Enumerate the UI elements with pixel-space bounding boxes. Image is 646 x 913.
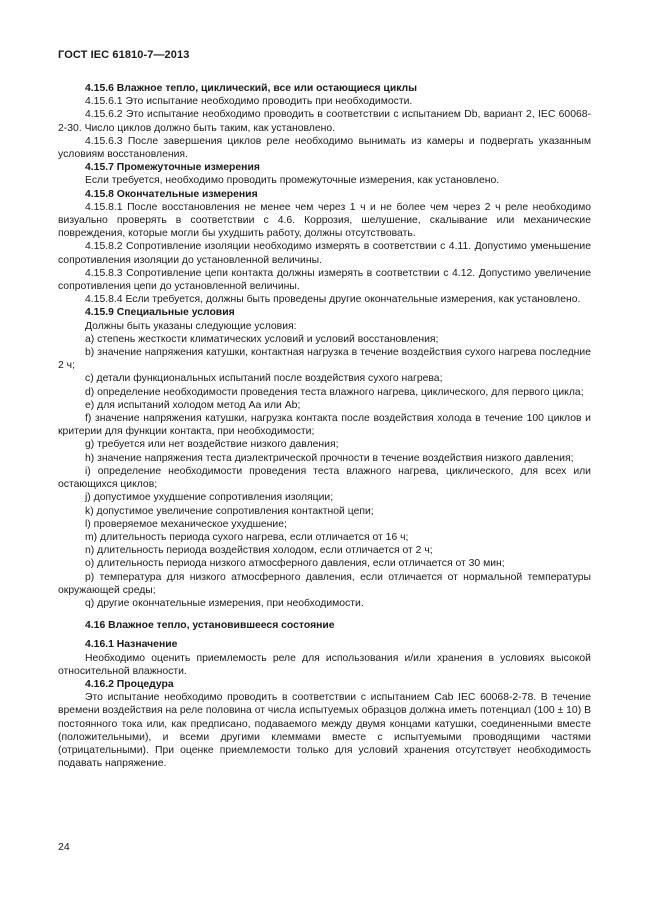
paragraph: Если требуется, необходимо проводить промежуточные измерения, как установлено. (85, 175, 500, 187)
paragraph: Это испытание необходимо проводить в соответствии с испытанием Cab IEC 60068-2-78. В течение времени воздействия на реле половина от числа испытуемых образцов должна иметь потенциал (100 ± 10) В постоянного тока или, как предписано, подаваемого между двумя концами катушки, соединенными вместе (положительными), и всеми другими клеммами вместе с испытуемыми проводящими частями (отрицательными). При оценке приемлемости только для условий хранения отсутствует необходимость подавать напряжение. (58, 692, 591, 770)
paragraph: 4.15.8.1 После восстановления не менее чем через 1 ч и не более чем через 2 ч реле необходимо визуально проверять в соответствии с 4.6. Коррозия, шелушение, скалывание или механические повреждения, которые могли бы ухудшить работу, должны отсутствовать. (58, 201, 591, 240)
page-number: 24 (58, 841, 70, 853)
paragraph: 4.15.6.2 Это испытание необходимо проводить в соответствии с испытанием Db, вариант 2, IEC 60068-2-30. Число циклов должно быть таким, как установлено. (58, 109, 591, 134)
section-heading: 4.16.1 Назначение (85, 639, 178, 651)
paragraph: Необходимо оценить приемлемость реле для использования и/или хранения в условиях высокой относительной влажности. (58, 652, 591, 677)
paragraph: о) длительность периода низкого атмосферного давления, если отличается от 30 мин; (85, 558, 505, 570)
paragraph: m) длительность периода сухого нагрева, если отличается от 16 ч; (85, 531, 409, 543)
paragraph: 4.15.8.2 Сопротивление изоляции необходимо измерять в соответствии с 4.11. Допустимо уменьшение сопротивления изоляции до установленной величины. (58, 241, 591, 266)
document-body (58, 82, 591, 770)
paragraph: 4.15.6.3 После завершения циклов реле необходимо вынимать из камеры и подвергать указанным условиям восстановления. (58, 135, 591, 161)
paragraph: f) значение напряжения катушки, нагрузка контакта после воздействия холода в течение 100 циклов и критерии для функции контакта, при необходимости; (58, 413, 591, 438)
paragraph: d) определение необходимости проведения теста влажного нагрева, циклического, для первого цикла; (85, 386, 584, 398)
document-header: ГОСТ IEC 61810-7—2013 (58, 49, 190, 61)
paragraph: i) определение необходимости проведения теста влажного нагрева, циклического, для всех или остающихся циклов; (58, 465, 591, 491)
paragraph: n) длительность периода воздействия холодом, если отличается от 2 ч; (85, 545, 433, 557)
paragraph: h) значение напряжения теста диэлектрической прочности в течение воздействия низкого давления; (85, 452, 574, 464)
paragraph: р) температура для низкого атмосферного давления, если отличается от нормальной температуры окружающей среды; (58, 571, 591, 596)
paragraph: l) проверяемое механическое ухудшение; (85, 518, 287, 530)
paragraph: Должны быть указаны следующие условия: (85, 320, 297, 332)
paragraph: 4.15.8.3 Сопротивление цепи контакта должны измерять в соответствии с 4.12. Допустимо увеличение сопротивления цепи до установленной величины. (58, 267, 591, 293)
section-heading: 4.16 Влажное тепло, установившееся состояние (85, 620, 335, 632)
paragraph: е) для испытаний холодом метод Аа или Ab; (85, 399, 301, 411)
paragraph: j) допустимое ухудшение сопротивления изоляции; (85, 492, 334, 504)
paragraph: а) степень жесткости климатических условий и условий восстановления; (85, 333, 439, 345)
paragraph: g) требуется или нет воздействие низкого давления; (85, 439, 339, 451)
paragraph: 4.15.6.1 Это испытание необходимо проводить при необходимости. (85, 96, 413, 108)
paragraph: b) значение напряжения катушки, контактная нагрузка в течение воздействия сухого нагрева последние 2 ч; (58, 347, 591, 372)
paragraph: с) детали функциональных испытаний после воздействия сухого нагрева; (85, 373, 443, 385)
paragraph: q) другие окончательные измерения, при необходимости. (85, 597, 364, 609)
section-heading: 4.15.6 Влажное тепло, циклический, все или остающиеся циклы (85, 83, 418, 94)
paragraph: k) допустимое увеличение сопротивления контактной цепи; (85, 505, 374, 517)
section-heading: 4.15.7 Промежуточные измерения (85, 162, 260, 174)
paragraph: 4.15.8.4 Если требуется, должны быть проведены другие окончательные измерения, как установлено. (85, 294, 581, 306)
section-heading: 4.16.2 Процедура (85, 678, 174, 690)
section-heading: 4.15.9 Специальные условия (85, 307, 235, 319)
section-heading: 4.15.8 Окончательные измерения (85, 188, 258, 200)
